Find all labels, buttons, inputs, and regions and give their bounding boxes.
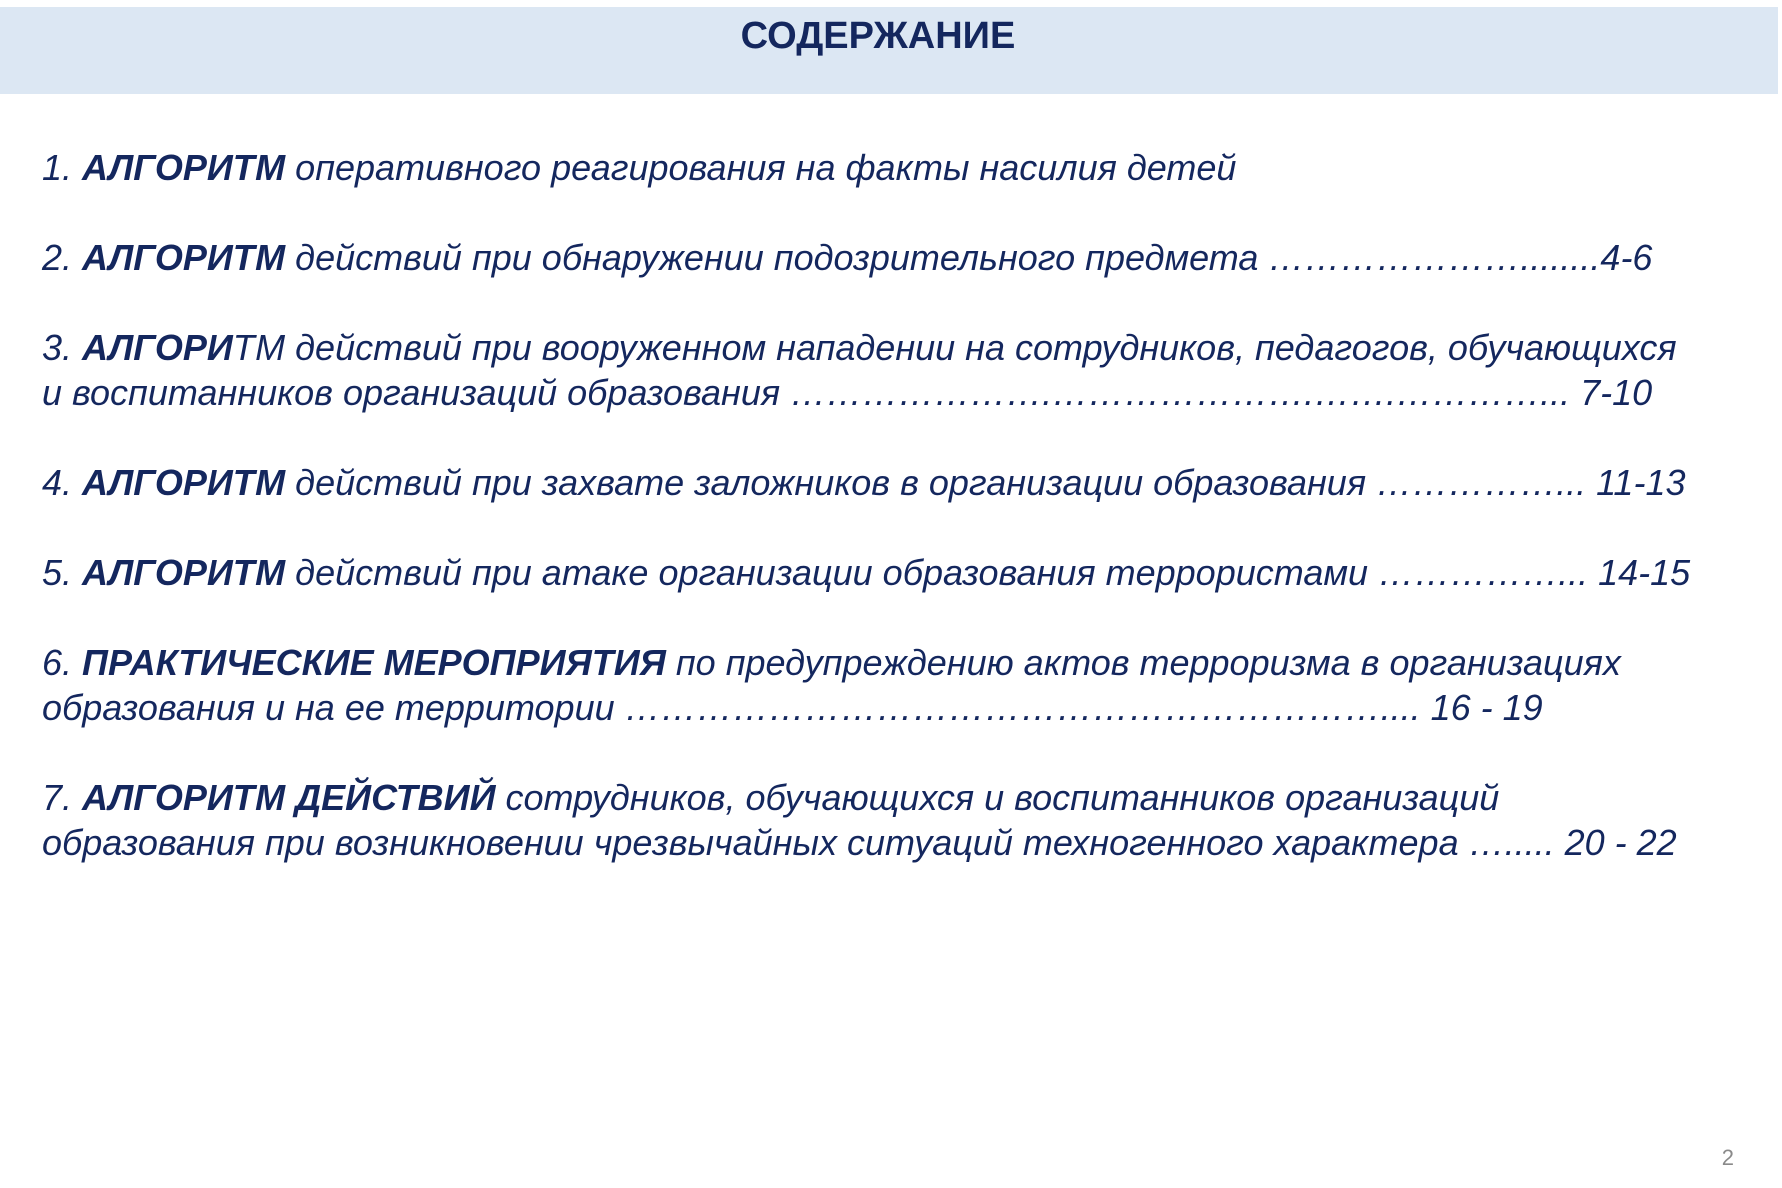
toc-page-range: 7-10 — [1570, 372, 1653, 413]
toc-line — [42, 460, 1772, 505]
toc-text: действий при захвате заложников в организации образования — [285, 462, 1377, 503]
toc-heading: АЛГОРИТМ — [82, 237, 286, 278]
toc-leader-dots: ……………... — [1378, 552, 1589, 593]
toc-leader-dots: …..... — [1468, 822, 1555, 863]
toc-item-4[interactable] — [42, 460, 1772, 505]
table-of-contents — [42, 145, 1772, 910]
toc-number: 1. — [42, 147, 73, 188]
toc-line — [42, 685, 1772, 730]
toc-number: 7. — [42, 777, 73, 818]
toc-page-range: 16 - 19 — [1420, 687, 1543, 728]
toc-text: оперативного реагирования на факты насилия детей — [285, 147, 1237, 188]
toc-number: 3. — [42, 327, 73, 368]
toc-line — [42, 370, 1772, 415]
toc-text: по предупреждению актов терроризма в организациях — [665, 642, 1621, 683]
toc-leader-dots: ……………………………………………………….... — [624, 687, 1421, 728]
toc-text: сотрудников, обучающихся и воспитанников организаций — [495, 777, 1500, 818]
toc-heading: АЛГОРИТМ — [82, 462, 286, 503]
toc-text: действий при вооруженном нападении на сотрудников, педагогов, обучающихся — [285, 327, 1677, 368]
toc-number: 4. — [42, 462, 73, 503]
toc-heading: АЛГОРИТМ — [82, 552, 286, 593]
toc-number: 2. — [42, 237, 73, 278]
toc-leader-dots: …………………........ — [1268, 237, 1601, 278]
toc-line — [42, 550, 1772, 595]
toc-item-7[interactable] — [42, 775, 1772, 865]
toc-page-range: 14-15 — [1588, 552, 1691, 593]
toc-line — [42, 820, 1772, 865]
toc-text: образования при возникновении чрезвычайных ситуаций техногенного характера — [42, 822, 1469, 863]
toc-line — [42, 235, 1772, 280]
page-title: СОДЕРЖАНИЕ — [740, 15, 1016, 57]
toc-text: образования и на ее территории — [42, 687, 625, 728]
toc-heading: АЛГОРИТМ — [82, 147, 286, 188]
toc-text: действий при атаке организации образования террористами — [285, 552, 1379, 593]
toc-heading: АЛГОРИ — [82, 327, 233, 368]
toc-item-1[interactable] — [42, 145, 1772, 190]
toc-line — [42, 325, 1772, 370]
toc-number: 5. — [42, 552, 73, 593]
toc-item-3[interactable] — [42, 325, 1772, 415]
toc-line — [42, 640, 1772, 685]
toc-heading: ПРАКТИЧЕСКИЕ МЕРОПРИЯТИЯ — [82, 642, 666, 683]
toc-page-range: 11-13 — [1586, 462, 1686, 503]
toc-text: и воспитанников организаций образования — [42, 372, 791, 413]
toc-line — [42, 775, 1772, 820]
toc-page-range: 4-6 — [1600, 237, 1653, 278]
toc-heading-tail: ТМ — [232, 327, 286, 368]
toc-leader-dots: ………………….………………….…….…………... — [790, 372, 1571, 413]
toc-number: 6. — [42, 642, 73, 683]
toc-text: действий при обнаружении подозрительного предмета — [285, 237, 1269, 278]
toc-leader-dots: ……………... — [1376, 462, 1587, 503]
toc-item-2[interactable] — [42, 235, 1772, 280]
toc-item-5[interactable] — [42, 550, 1772, 595]
toc-heading: АЛГОРИТМ ДЕЙСТВИЙ — [82, 777, 496, 818]
toc-page-range: 20 - 22 — [1554, 822, 1677, 863]
toc-line — [42, 145, 1772, 190]
toc-item-6[interactable] — [42, 640, 1772, 730]
page-number: 2 — [1721, 1145, 1734, 1170]
